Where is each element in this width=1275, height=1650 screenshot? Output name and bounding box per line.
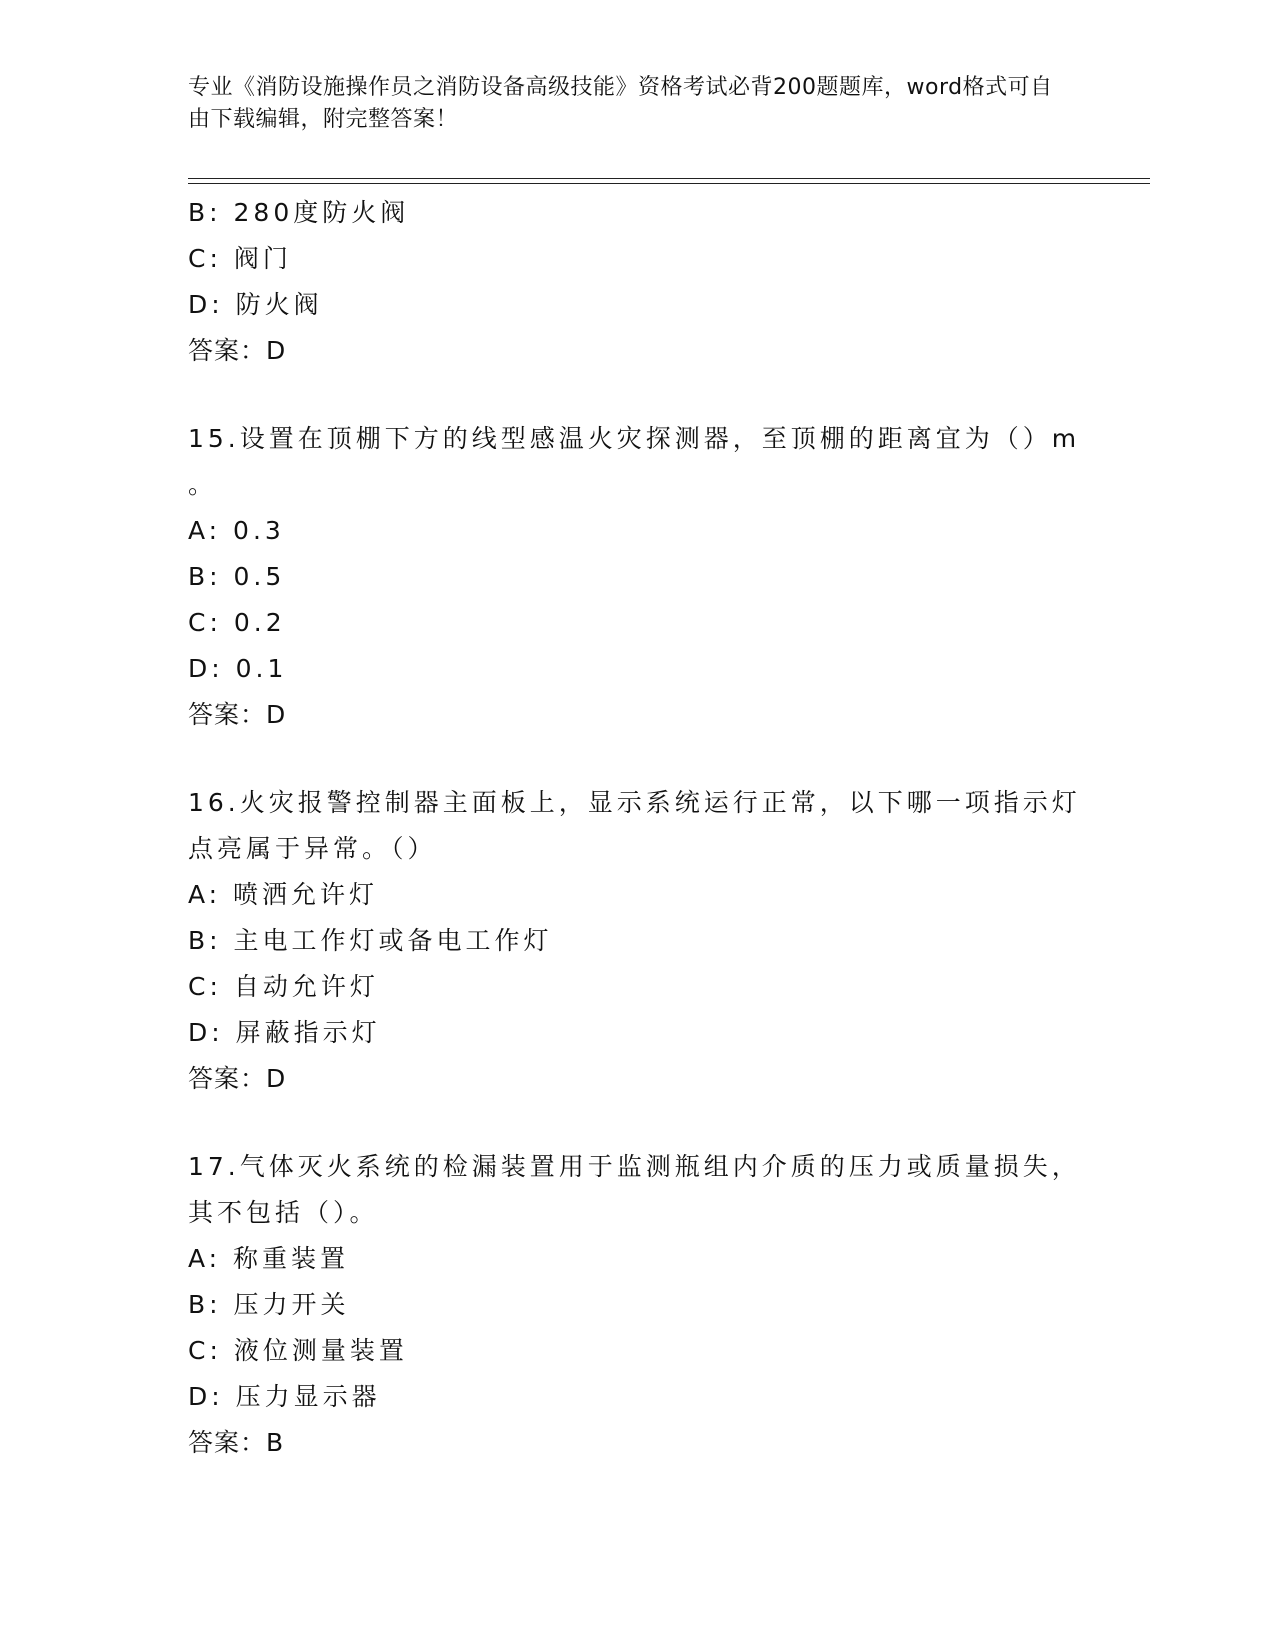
option-text: 自动允许灯	[233, 972, 379, 1001]
document-header: 专业《消防设施操作员之消防设备高级技能》资格考试必背200题题库，word格式可自由下载编辑，附完整答案！	[188, 75, 1053, 132]
option-c	[188, 600, 1088, 646]
option-text: 0.3	[233, 516, 285, 545]
option-text: 屏蔽指示灯	[235, 1018, 381, 1047]
option-letter: D:	[188, 654, 224, 683]
option-letter: A:	[188, 880, 222, 909]
question-text: 16.火灾报警控制器主面板上，显示系统运行正常，以下哪一项指示灯	[188, 788, 1081, 817]
option-text: 阀门	[233, 244, 292, 273]
answer-line: 答案：B	[188, 1428, 285, 1457]
answer-line: 答案：D	[188, 700, 287, 729]
option-d	[188, 1010, 1088, 1056]
option-c	[188, 964, 1088, 1010]
question-17	[188, 1144, 1088, 1466]
option-letter: B:	[188, 926, 222, 955]
option-letter: D:	[188, 290, 224, 319]
option-text: 0.2	[233, 608, 286, 637]
option-d	[188, 1374, 1088, 1420]
option-text: 防火阀	[235, 290, 323, 319]
question-text: 17.气体灭火系统的检漏装置用于监测瓶组内介质的压力或质量损失，	[188, 1152, 1081, 1181]
option-text: 主电工作灯或备电工作灯	[233, 926, 553, 955]
option-letter: D:	[188, 1382, 224, 1411]
option-letter: A:	[188, 516, 222, 545]
option-text: 液位测量装置	[233, 1336, 408, 1365]
question-15	[188, 416, 1088, 738]
question-content	[188, 190, 1088, 1466]
option-text: 0.1	[235, 654, 288, 683]
option-letter: A:	[188, 1244, 222, 1273]
question-16	[188, 780, 1088, 1102]
question-text-continuation: 其不包括（）。	[188, 1198, 379, 1227]
option-d	[188, 646, 1088, 692]
option-b	[188, 190, 1088, 236]
answer-line: 答案：D	[188, 336, 287, 365]
question-text: 15.设置在顶棚下方的线型感温火灾探测器，至顶棚的距离宜为（）m	[188, 424, 1081, 453]
option-d	[188, 282, 1088, 328]
option-text: 0.5	[233, 562, 286, 591]
option-b	[188, 1282, 1088, 1328]
option-letter: C:	[188, 1336, 222, 1365]
header-divider-bottom	[188, 183, 1150, 184]
option-letter: B:	[188, 562, 222, 591]
question-text-continuation: 。	[188, 470, 218, 499]
option-b	[188, 918, 1088, 964]
option-a	[188, 872, 1088, 918]
option-letter: B:	[188, 198, 222, 227]
option-b	[188, 554, 1088, 600]
answer-line: 答案：D	[188, 1064, 287, 1093]
option-text: 喷洒允许灯	[233, 880, 379, 909]
option-text: 压力显示器	[235, 1382, 381, 1411]
option-c	[188, 236, 1088, 282]
previous-question-options	[188, 190, 1088, 374]
question-text-continuation: 点亮属于异常。（）	[188, 834, 437, 863]
option-text: 280度防火阀	[233, 198, 410, 227]
header-divider-top	[188, 178, 1150, 179]
option-text: 称重装置	[233, 1244, 350, 1273]
option-a	[188, 508, 1088, 554]
option-letter: B:	[188, 1290, 222, 1319]
option-text: 压力开关	[233, 1290, 350, 1319]
option-a	[188, 1236, 1088, 1282]
option-letter: C:	[188, 244, 222, 273]
option-letter: D:	[188, 1018, 224, 1047]
option-letter: C:	[188, 608, 222, 637]
option-letter: C:	[188, 972, 222, 1001]
option-c	[188, 1328, 1088, 1374]
